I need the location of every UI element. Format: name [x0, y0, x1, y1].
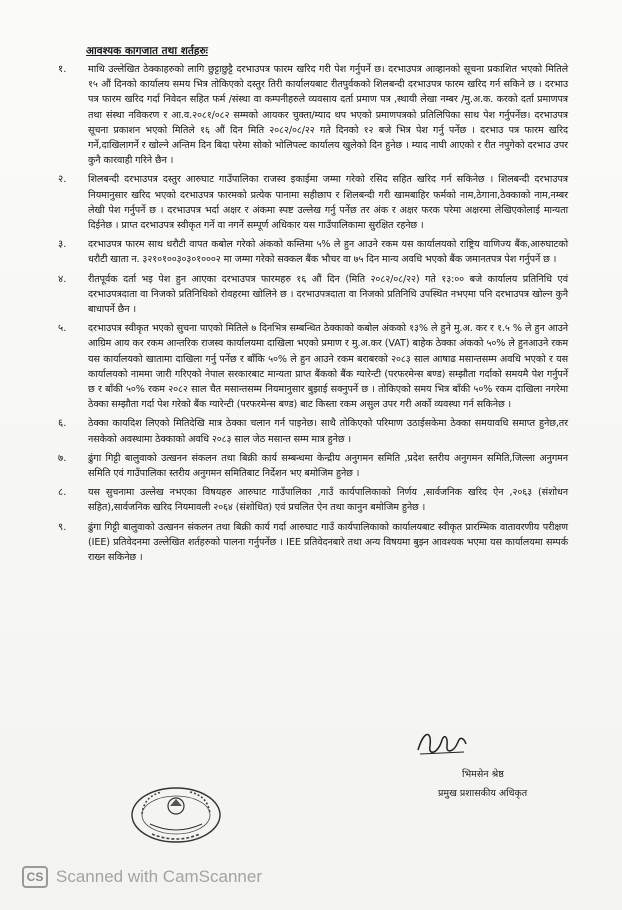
list-item [58, 172, 568, 233]
scanner-watermark [22, 864, 262, 890]
item-number: ९. [58, 521, 67, 533]
item-text: दरभाउपत्र फारम साथ धरौटी वापत कबोल गरेको अंकको कम्तिमा ५% ले हुन आउने रकम यस कार्यालयको राष्ट्रिय वाणिज्य बैंक,आरुघाटको धरौटी खाता न. ३२१०१००३०३०१०००२ मा जम्मा गरेको सक्कल बैंक भौचर वा ७५ दिन मान्य अवधि भएको बैंक जमानतपत्र पेश गर्नुपर्ने छ । [88, 239, 568, 266]
list-item [58, 237, 568, 267]
item-text: रीतपूर्वक दर्ता भइ पेश हुन आएका दरभाउपत्र फारमहरु १६ औं दिन (मिति २०८२/०८/२२) गते १३:०० बजे कार्यालय प्रतिनिधि एवं दरभाउपत्रदाता वा निजको प्रतिनिधिको रोवहरमा खोलिने छ । दरभाउपत्रदाता वा निजको प्रतिनिधि उपस्थित नभएमा पनि दरभाउपत्र खोल्न कुनै बाधापर्ने छैन । [88, 273, 568, 316]
list-item [58, 485, 568, 515]
item-number: ७. [58, 452, 67, 464]
signer-name: भिमसेन श्रेष्ठ [462, 769, 504, 780]
item-number: १. [58, 64, 67, 75]
list-item [58, 416, 568, 446]
item-text: शिलबन्दी दरभाउपत्र दस्तुर आरुघाट गाउँपालिका राजस्व इकाईमा जम्मा गरेको रसिद सहित खरिद गर्न सकिनेछ । शिलबन्दी दरभाउपत्र नियमानुसार खरिद भएको दरभाउपत्र फारमको प्रत्येक पानामा सहीछाप र शिलबन्दी गरी खामबाहिर फर्मको नाम,ठेगाना,ठेक्काको नाम,नम्बर लेखी पेश गर्नुपर्ने छ । दरभाउपत्र भर्दा अक्षर र अंकमा स्पष्ट उल्लेख गर्नु पर्नेछ तर अंक र अक्षर फरक परेमा अक्षरमा लेखिएकोलाई मान्यता दिईनेछ । प्राप्त दरभाउपत्र स्वीकृत गर्ने वा नगर्ने सम्पूर्ण अधिकार यस गाउँपालिकामा सुरक्षित रहनेछ । [88, 174, 568, 232]
scanner-watermark-text: Scanned with CamScanner [56, 867, 263, 886]
list-item [58, 520, 568, 566]
item-number: ४. [58, 273, 67, 285]
item-text: ढुंगा गिट्टी बालुवाको उत्खनन संकलन तथा बिक्री कार्य सम्बन्धमा केन्द्रीय अनुगमन समिति ,प्रदेश स्तरीय अनुगमन समिति,जिल्ला अनुगमन समिति एवं गाउँपालिका स्तरीय अनुगमन समितिबाट निर्देशन भए बमोजिम हुनेछ । [88, 452, 568, 480]
office-seal-stamp [128, 784, 224, 846]
signer-designation: प्रमुख प्रशासकीय अधिकृत [438, 788, 528, 799]
conditions-list [58, 62, 568, 569]
camscanner-logo-icon: CS [22, 866, 48, 888]
list-item [58, 451, 568, 481]
item-text: यस सुचनामा उल्लेख नभएका विषयहरु आरुघाट गाउँपालिका ,गाउँ कार्यपालिकाको निर्णय ,सार्वजनिक खरिद ऐन ,२०६३ (संशोधन सहित),सार्वजनिक खरिद नियमावली २०६४ (संशोधित) एवं प्रचलित ऐन तथा कानुन बमोजिम हुनेछ । [88, 487, 568, 514]
handwritten-signature [414, 726, 470, 760]
item-text: माथि उल्लेखित ठेक्काहरुको लागि छुट्टाछुट्टै दरभाउपत्र फारम खरिद गरी पेश गर्नुपर्ने छ। दरभाउपत्र आव्हानको सूचना प्रकाशित भएको मितिले १५ औं दिनको कार्यालय समय भित्र तोकिएको दस्तुर तिरी कार्यालयबाट रीतपुर्वकको शिलबन्दी दरभाउपत्र फारम खरिद गर्न सकिने छ । दरभाउ पत्र फारम खरिद गर्दा निवेदन सहित फर्म /संस्था वा कम्पनीहरुले व्यवसाय दर्ता प्रमाण पत्र ,स्थायी लेखा नम्बर /मु.अ.क. करको दर्ता प्रमाणपत्र तथा संस्था नविकरण र आ.व.२०८१/०८२ सम्मको आयकर चुक्ता/म्याद थप भएको प्रमाणपत्रको प्रतिलिपिका साथ पेश गर्नुपर्नेछ। दरभाउपत्र सूचना प्रकाशन भएको मितिले १६ औं दिन मिति २०८२/०८/२२ गते दिनको १२ बजे भित्र पेश गर्नु पर्नेछ । दरभाउ पत्र फारम खरिद गर्ने,दाखिलागर्ने र खोल्ने अन्तिम दिन बिदा परेमा सोको भोलिपल्ट कार्यालय खुलेको दिन हुनेछ । म्याद नाघी आएको र रीत नपुगेको दरभाउ उपर कुनै कारवाही गरिने छैन । [88, 64, 568, 167]
list-item [58, 272, 568, 318]
item-text: दरभाउपत्र स्वीकृत भएको सुचना पाएको मितिले ७ दिनभित्र सम्बन्धित ठेक्काको कबोल अंकको १३% ले हुने मु.अ. कर र १.५ % ले हुन आउने आग्रिम आय कर रकम आन्तरिक राजस्व कार्यालयमा दाखिला भएको प्रमाण र मु.अ.कर (VAT) बाहेक ठेक्का अंकको ५०% ले हुनआउने रकम यस कार्यालयको खातामा दाखिला गर्नु पर्नेछ र बाँकि ५०% ले हुन आउने रकम बराबरको २०८३ साल आषाढ मसान्तसम्म अवधि भएको र यस कार्यालयको नाममा जारी गरिएको नेपाल सरकारबाट मान्यता प्राप्त बैंकको बैंक ग्यारेन्टी (परफरमेन्स बण्ड) सम्झौता गर्दाको समयमै पेश गर्नुपर्ने छ र बाँकी ५०% रकम २०८२ साल चैत मसान्तसम्म नियमानुसार बुझाई सक्नुपर्ने छ । तोकिएको समय भित्र बाँकी ५०% रकम दाखिला नगरेमा ठेक्का सम्झौता गर्दा पेश गरेको बैंक ग्यारेन्टी (परफरमेन्स बण्ड) बाट किस्ता रकम असुल उपर गरी अर्को व्यवस्था गर्न सकिनेछ । [88, 323, 568, 411]
item-text: ढुंगा गिट्टी बालुवाको उत्खनन संकलन तथा बिक्री कार्य गर्दा आरुघाट गाउँ कार्यपालिकाको कार्यालयबाट स्वीकृत प्रारम्भिक वातावरणीय परीक्षण (IEE) प्रतिवेदनमा उल्लेखित शर्तहरुको पालना गर्नुपर्नेछ । IEE प्रतिवेदनबारे तथा अन्य विषयमा बुझ्न आवश्यक भएमा यस कार्यालयमा सम्पर्क राख्न सकिनेछ । [88, 521, 568, 564]
item-text: ठेक्का कायदिश लिएको मितिदेखि मात्र ठेक्का चलान गर्न पाइनेछ। साथै तोकिएको परिमाण उठाईसकेमा ठेक्का समयावधि समाप्त हुनेछ,तर नसकेको अवस्थामा ठेक्काको अवधि २०८३ साल जेठ मसान्त सम्म मात्र हुनेछ । [88, 418, 568, 445]
list-item [58, 62, 568, 168]
item-number: ३. [58, 239, 67, 251]
item-number: ८. [58, 487, 67, 499]
list-item [58, 321, 568, 412]
item-number: २. [58, 174, 67, 186]
section-heading: आवश्यक कागजात तथा शर्तहरुः [86, 45, 208, 57]
item-number: ५. [58, 323, 67, 335]
item-number: ६. [58, 418, 67, 430]
